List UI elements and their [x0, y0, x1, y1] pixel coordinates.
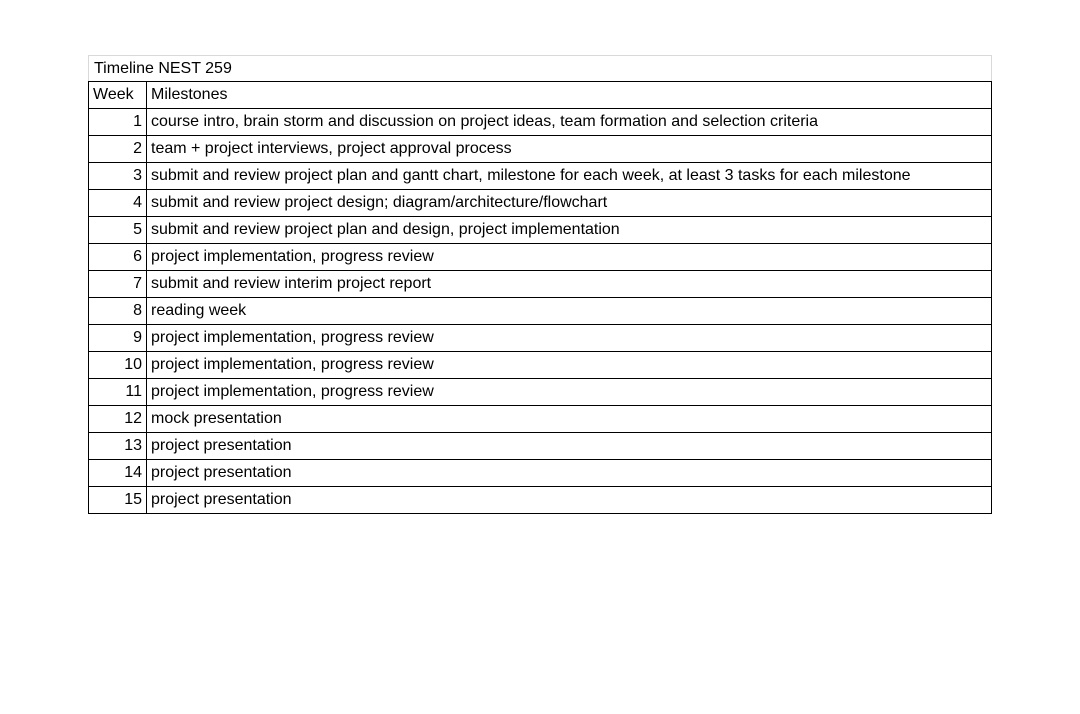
- milestone-cell: project implementation, progress review: [147, 325, 992, 352]
- sheet-title: Timeline NEST 259: [88, 55, 992, 81]
- week-cell: 14: [89, 460, 147, 487]
- table-row: [89, 163, 992, 190]
- milestones-column-header: Milestones: [147, 82, 992, 109]
- milestone-cell: project presentation: [147, 460, 992, 487]
- timeline-sheet: [88, 55, 992, 514]
- table-row: [89, 136, 992, 163]
- milestone-cell: submit and review project plan and gantt chart, milestone for each week, at least 3 tasks for each milestone: [147, 163, 992, 190]
- milestone-cell: project implementation, progress review: [147, 244, 992, 271]
- table-row: [89, 325, 992, 352]
- table-row: [89, 190, 992, 217]
- week-cell: 3: [89, 163, 147, 190]
- week-cell: 8: [89, 298, 147, 325]
- milestone-cell: submit and review project plan and design, project implementation: [147, 217, 992, 244]
- table-row: [89, 271, 992, 298]
- week-cell: 12: [89, 406, 147, 433]
- milestone-cell: course intro, brain storm and discussion on project ideas, team formation and selection criteria: [147, 109, 992, 136]
- milestone-cell: team + project interviews, project approval process: [147, 136, 992, 163]
- week-cell: 7: [89, 271, 147, 298]
- week-cell: 10: [89, 352, 147, 379]
- header-row: [89, 82, 992, 109]
- week-column-header: Week: [89, 82, 147, 109]
- week-cell: 6: [89, 244, 147, 271]
- week-cell: 11: [89, 379, 147, 406]
- week-cell: 15: [89, 487, 147, 514]
- week-cell: 1: [89, 109, 147, 136]
- week-cell: 9: [89, 325, 147, 352]
- milestone-cell: submit and review interim project report: [147, 271, 992, 298]
- table-row: [89, 487, 992, 514]
- table-row: [89, 352, 992, 379]
- table-row: [89, 109, 992, 136]
- week-cell: 2: [89, 136, 147, 163]
- table-row: [89, 460, 992, 487]
- milestone-cell: project presentation: [147, 487, 992, 514]
- table-row: [89, 433, 992, 460]
- milestone-cell: submit and review project design; diagram/architecture/flowchart: [147, 190, 992, 217]
- table-row: [89, 217, 992, 244]
- milestone-cell: project implementation, progress review: [147, 379, 992, 406]
- week-cell: 13: [89, 433, 147, 460]
- table-row: [89, 298, 992, 325]
- table-row: [89, 244, 992, 271]
- week-cell: 5: [89, 217, 147, 244]
- week-cell: 4: [89, 190, 147, 217]
- milestone-cell: project implementation, progress review: [147, 352, 992, 379]
- table-row: [89, 406, 992, 433]
- timeline-table: [88, 81, 992, 514]
- milestone-cell: project presentation: [147, 433, 992, 460]
- table-row: [89, 379, 992, 406]
- milestone-cell: reading week: [147, 298, 992, 325]
- milestone-cell: mock presentation: [147, 406, 992, 433]
